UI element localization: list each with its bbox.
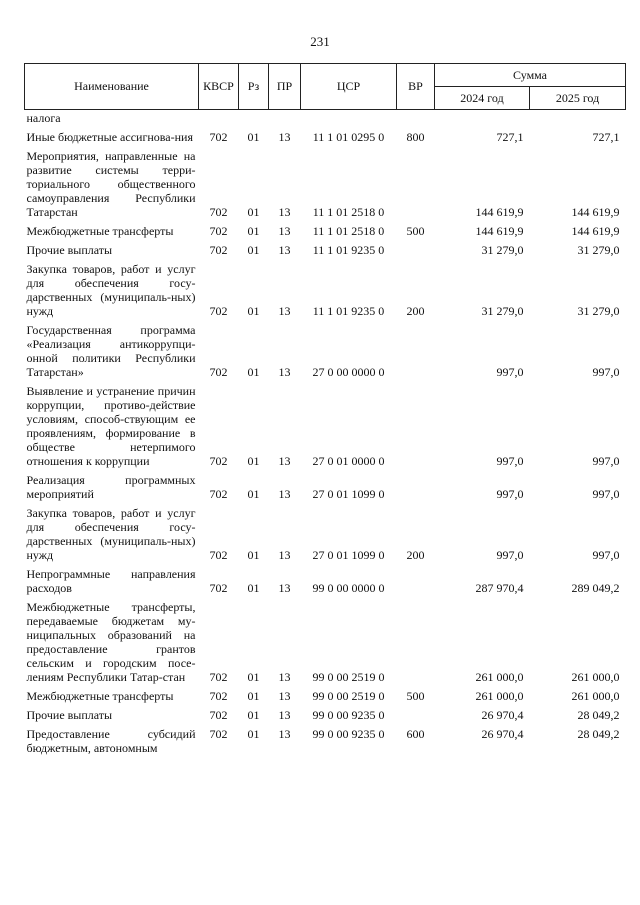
row-sum-2025: 28 049,2 bbox=[577, 727, 620, 741]
row-rz: 01 bbox=[247, 548, 260, 562]
row-sum-2025: 997,0 bbox=[592, 454, 620, 468]
row-sum-2024: 261 000,0 bbox=[475, 670, 524, 684]
row-rz: 01 bbox=[247, 708, 260, 722]
row-name: Прочие выплаты bbox=[26, 708, 113, 722]
row-name: Реализация программных мероприятий bbox=[26, 473, 196, 501]
row-csr: 11 1 01 2518 0 bbox=[312, 224, 385, 238]
row-rz: 01 bbox=[247, 365, 260, 379]
row-rz: 01 bbox=[247, 487, 260, 501]
row-sum-2025: 261 000,0 bbox=[571, 689, 620, 703]
row-vr: 500 bbox=[406, 689, 425, 703]
row-sum-2024: 997,0 bbox=[496, 548, 524, 562]
row-kvsr: 702 bbox=[209, 454, 228, 468]
row-sum-2025: 144 619,9 bbox=[571, 224, 620, 238]
row-vr: 600 bbox=[406, 727, 425, 741]
table-row bbox=[25, 318, 626, 379]
row-rz: 01 bbox=[247, 670, 260, 684]
row-pr: 13 bbox=[278, 689, 291, 703]
row-pr: 13 bbox=[278, 205, 291, 219]
col-header-2024: 2024 год bbox=[435, 87, 530, 110]
row-sum-2024: 997,0 bbox=[496, 454, 524, 468]
row-sum-2024: 31 279,0 bbox=[481, 243, 524, 257]
row-csr: 11 1 01 9235 0 bbox=[312, 304, 385, 318]
row-csr: 11 1 01 0295 0 bbox=[312, 130, 385, 144]
col-header-pr: ПР bbox=[269, 64, 301, 110]
row-pr: 13 bbox=[278, 365, 291, 379]
row-sum-2024: 144 619,9 bbox=[475, 205, 524, 219]
table-row bbox=[25, 703, 626, 722]
row-pr: 13 bbox=[278, 454, 291, 468]
row-pr: 13 bbox=[278, 304, 291, 318]
row-sum-2024: 26 970,4 bbox=[481, 708, 524, 722]
row-pr: 13 bbox=[278, 708, 291, 722]
row-rz: 01 bbox=[247, 243, 260, 257]
row-pr: 13 bbox=[278, 487, 291, 501]
row-name: Межбюджетные трансферты bbox=[26, 689, 174, 703]
table-row bbox=[25, 501, 626, 562]
table-body bbox=[25, 110, 626, 756]
col-header-csr: ЦСР bbox=[301, 64, 397, 110]
row-rz: 01 bbox=[247, 581, 260, 595]
table-row bbox=[25, 684, 626, 703]
row-name: Мероприятия, направленные на развитие системы терри-ториального общественного самоуправления Республики Татарстан bbox=[26, 149, 196, 219]
row-rz: 01 bbox=[247, 454, 260, 468]
table-row bbox=[25, 257, 626, 318]
row-pr: 13 bbox=[278, 670, 291, 684]
row-pr: 13 bbox=[278, 581, 291, 595]
col-header-rz: Рз bbox=[239, 64, 269, 110]
row-sum-2025: 31 279,0 bbox=[577, 304, 620, 318]
row-name: Закупка товаров, работ и услуг для обеспечения госу-дарственных (муниципаль-ных) нужд bbox=[26, 262, 196, 318]
row-sum-2025: 31 279,0 bbox=[577, 243, 620, 257]
row-rz: 01 bbox=[247, 130, 260, 144]
row-name: Межбюджетные трансферты, передаваемые бюджетам му-ниципальных образований на предоставление грантов сельским и городским посе-лениям Республики Татар-стан bbox=[26, 600, 196, 684]
row-rz: 01 bbox=[247, 727, 260, 741]
table-row bbox=[25, 468, 626, 501]
row-sum-2024: 31 279,0 bbox=[481, 304, 524, 318]
row-csr: 99 0 00 9235 0 bbox=[312, 727, 385, 741]
row-rz: 01 bbox=[247, 205, 260, 219]
row-sum-2025: 727,1 bbox=[592, 130, 620, 144]
page-number: 231 bbox=[310, 34, 330, 49]
row-sum-2024: 727,1 bbox=[496, 130, 524, 144]
row-pr: 13 bbox=[278, 224, 291, 238]
row-kvsr: 702 bbox=[209, 365, 228, 379]
row-vr: 200 bbox=[406, 548, 425, 562]
row-name: Прочие выплаты bbox=[26, 243, 113, 257]
row-kvsr: 702 bbox=[209, 224, 228, 238]
row-sum-2025: 144 619,9 bbox=[571, 205, 620, 219]
row-sum-2025: 261 000,0 bbox=[571, 670, 620, 684]
row-kvsr: 702 bbox=[209, 670, 228, 684]
row-name: Государственная программа «Реализация антикоррупци-онной политики Республики Татарстан» bbox=[26, 323, 196, 379]
row-kvsr: 702 bbox=[209, 487, 228, 501]
row-vr: 800 bbox=[406, 130, 425, 144]
table-row bbox=[25, 144, 626, 219]
table-row bbox=[25, 379, 626, 468]
row-kvsr: 702 bbox=[209, 727, 228, 741]
row-name: Закупка товаров, работ и услуг для обеспечения госу-дарственных (муниципаль-ных) нужд bbox=[26, 506, 196, 562]
row-kvsr: 702 bbox=[209, 205, 228, 219]
row-vr bbox=[397, 703, 435, 722]
row-vr bbox=[397, 379, 435, 468]
table-row bbox=[25, 722, 626, 755]
row-vr bbox=[397, 595, 435, 684]
row-rz: 01 bbox=[247, 304, 260, 318]
table-row bbox=[25, 219, 626, 238]
row-vr bbox=[397, 238, 435, 257]
row-name: Непрограммные направления расходов bbox=[26, 567, 196, 595]
row-sum-2024: 997,0 bbox=[496, 365, 524, 379]
row-csr: 99 0 00 2519 0 bbox=[312, 670, 385, 684]
row-name: Предоставление субсидий бюджетным, автономным bbox=[26, 727, 196, 755]
row-sum-2025: 997,0 bbox=[592, 487, 620, 501]
table-row bbox=[25, 125, 626, 144]
row-pr: 13 bbox=[278, 548, 291, 562]
row-sum-2025: 997,0 bbox=[592, 365, 620, 379]
row-rz: 01 bbox=[247, 224, 260, 238]
row-kvsr: 702 bbox=[209, 243, 228, 257]
row-name: Выявление и устранение причин коррупции, противо-действие условиям, способ-ствующим ее проявлениям, формирование в обществе нетерпимого отношения к коррупции bbox=[26, 384, 196, 468]
table-row bbox=[25, 562, 626, 595]
row-csr: 99 0 00 9235 0 bbox=[312, 708, 385, 722]
row-sum-2024: 261 000,0 bbox=[475, 689, 524, 703]
row-csr: 99 0 00 0000 0 bbox=[312, 581, 385, 595]
row-kvsr: 702 bbox=[209, 548, 228, 562]
row-csr: 27 0 01 0000 0 bbox=[312, 454, 385, 468]
row-vr bbox=[397, 144, 435, 219]
row-sum-2024: 144 619,9 bbox=[475, 224, 524, 238]
continuation-text: налога bbox=[26, 111, 61, 125]
row-pr: 13 bbox=[278, 130, 291, 144]
table-row bbox=[25, 595, 626, 684]
row-vr: 200 bbox=[406, 304, 425, 318]
row-sum-2025: 997,0 bbox=[592, 548, 620, 562]
table-header bbox=[25, 64, 626, 110]
budget-table bbox=[24, 63, 626, 755]
row-kvsr: 702 bbox=[209, 130, 228, 144]
col-header-kvsr: КВСР bbox=[199, 64, 239, 110]
row-sum-2025: 289 049,2 bbox=[571, 581, 620, 595]
row-vr bbox=[397, 562, 435, 595]
row-name: Межбюджетные трансферты bbox=[26, 224, 174, 238]
row-kvsr: 702 bbox=[209, 689, 228, 703]
row-csr: 27 0 01 1099 0 bbox=[312, 548, 385, 562]
row-pr: 13 bbox=[278, 243, 291, 257]
row-sum-2024: 287 970,4 bbox=[475, 581, 524, 595]
row-sum-2024: 26 970,4 bbox=[481, 727, 524, 741]
row-sum-2024: 997,0 bbox=[496, 487, 524, 501]
table-row bbox=[25, 238, 626, 257]
row-vr: 500 bbox=[406, 224, 425, 238]
col-header-sum: Сумма bbox=[435, 64, 626, 87]
row-kvsr: 702 bbox=[209, 581, 228, 595]
col-header-name: Наименование bbox=[25, 64, 199, 110]
row-csr: 11 1 01 9235 0 bbox=[312, 243, 385, 257]
row-name: Иные бюджетные ассигнова-ния bbox=[26, 130, 193, 144]
row-pr: 13 bbox=[278, 727, 291, 741]
row-rz: 01 bbox=[247, 689, 260, 703]
col-header-vr: ВР bbox=[397, 64, 435, 110]
col-header-2025: 2025 год bbox=[530, 87, 626, 110]
row-csr: 27 0 00 0000 0 bbox=[312, 365, 385, 379]
row-kvsr: 702 bbox=[209, 304, 228, 318]
row-csr: 11 1 01 2518 0 bbox=[312, 205, 385, 219]
row-csr: 99 0 00 2519 0 bbox=[312, 689, 385, 703]
row-vr bbox=[397, 468, 435, 501]
row-csr: 27 0 01 1099 0 bbox=[312, 487, 385, 501]
row-kvsr: 702 bbox=[209, 708, 228, 722]
row-vr bbox=[397, 318, 435, 379]
row-sum-2025: 28 049,2 bbox=[577, 708, 620, 722]
